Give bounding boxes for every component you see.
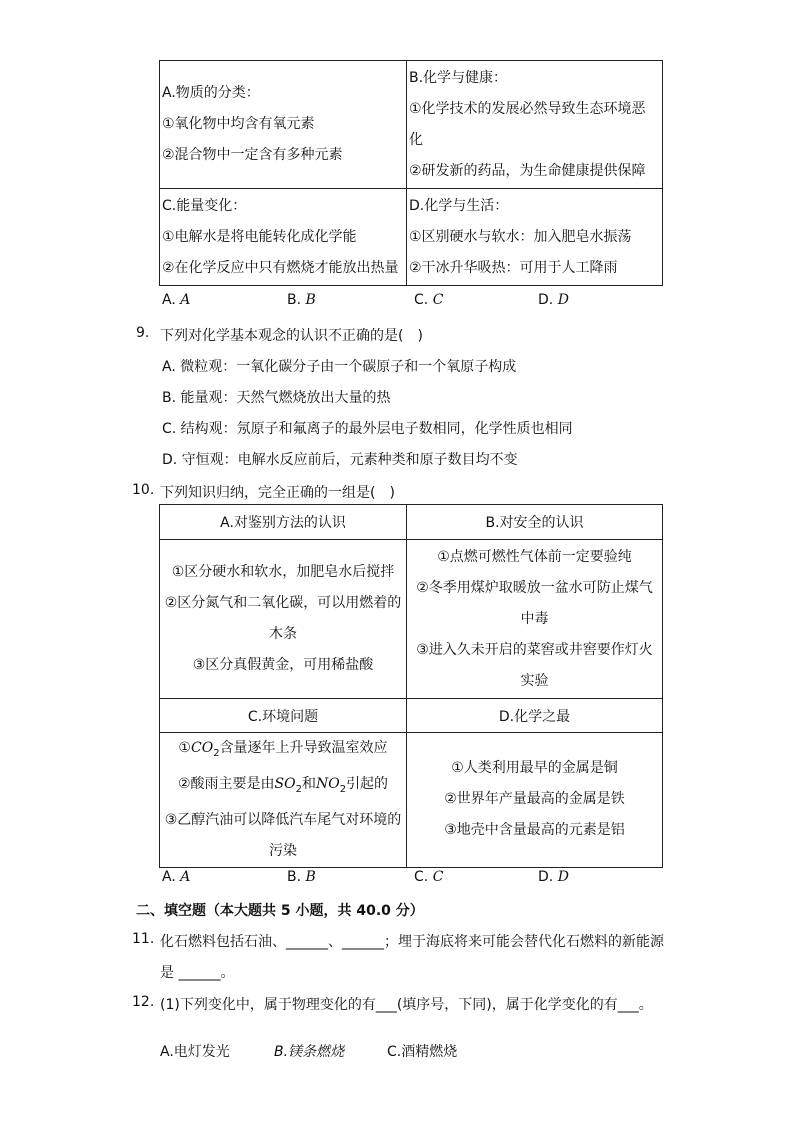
q8-c-title: C.能量变化： bbox=[162, 197, 247, 214]
q10-stem: 下列知识归纳，完全正确的一组是( ) bbox=[160, 485, 395, 501]
q8-option-b[interactable]: B. B bbox=[287, 292, 316, 308]
q10-cell-c bbox=[160, 733, 407, 868]
q9-number: 9. bbox=[136, 325, 150, 341]
q8-a-title: A.物质的分类： bbox=[162, 85, 260, 101]
q10-a-item-3: ③区分真假黄金，可用稀盐酸 bbox=[192, 657, 374, 673]
q12-option-a: A.电灯发光 bbox=[160, 1044, 230, 1060]
q9-stem: 下列对化学基本观念的认识不正确的是( ) bbox=[160, 328, 423, 344]
q10-head-b: B.对安全的认识 bbox=[407, 505, 663, 540]
q8-b-title: B.化学与健康： bbox=[409, 69, 508, 86]
q10-head-a: A.对鉴别方法的认识 bbox=[160, 505, 407, 540]
q8-c-item-2: ②在化学反应中只有燃烧才能放出热量 bbox=[162, 259, 399, 276]
q11-number: 11. bbox=[132, 931, 155, 947]
q10-d-item-3: ③地壳中含量最高的元素是铝 bbox=[444, 822, 625, 839]
q10-a-item-2a: ②区分氮气和二氧化碳，可以用燃着的 bbox=[164, 595, 402, 611]
q9-option-a[interactable]: A. 微粒观：一氧化碳分子由一个碳原子和一个氧原子构成 bbox=[162, 359, 517, 375]
q10-a-item-1: ①区分硬水和软水，加肥皂水后搅拌 bbox=[171, 564, 395, 580]
q10-b-item-2b: 中毒 bbox=[520, 610, 549, 627]
q10-b-item-3b: 实验 bbox=[520, 672, 549, 689]
q10-c-item-1: $①CO_2$含量逐年上升导致温室效应 bbox=[178, 740, 388, 759]
q10-b-item-2a: ②冬季用煤炉取暖放一盆水可防止煤气 bbox=[416, 579, 653, 596]
q10-c-item-3b: 污染 bbox=[269, 842, 297, 859]
q10-head-d: D.化学之最 bbox=[407, 699, 663, 733]
q8-b-item-2: ②研发新的药品，为生命健康提供保障 bbox=[409, 162, 646, 179]
q8-b-item-1a: ①化学技术的发展必然导致生态环境恶 bbox=[409, 100, 646, 117]
q12-number: 12. bbox=[132, 994, 155, 1010]
q8-b-item-1b: 化 bbox=[409, 131, 423, 148]
q8-option-d[interactable]: D. D bbox=[538, 292, 569, 308]
q10-d-item-2: ②世界年产量最高的金属是铁 bbox=[444, 791, 625, 808]
q10-d-item-1: ①人类利用最早的金属是铜 bbox=[451, 760, 618, 777]
q8-a-item-1: ①氧化物中均含有氧元素 bbox=[162, 116, 315, 132]
q10-options-table bbox=[159, 504, 663, 868]
q8-c-item-1: ①电解水是将电能转化成化学能 bbox=[162, 228, 357, 245]
q10-cell-d bbox=[407, 733, 663, 868]
q9-option-c[interactable]: C. 结构观：氖原子和氟离子的最外层电子数相同，化学性质也相同 bbox=[162, 421, 573, 437]
q10-b-item-1: ①点燃可燃性气体前一定要验纯 bbox=[437, 548, 632, 565]
section-heading-fill-in: 二、填空题（本大题共 5 小题，共 40.0 分） bbox=[136, 903, 424, 919]
q8-d-item-1: ①区别硬水与软水：加入肥皂水振荡 bbox=[409, 228, 632, 245]
q8-options-table bbox=[159, 60, 663, 286]
q9-option-b[interactable]: B. 能量观：天然气燃烧放出大量的热 bbox=[162, 390, 391, 406]
q10-option-a[interactable]: A. A bbox=[162, 869, 191, 885]
q10-a-item-2b: 木条 bbox=[269, 626, 297, 642]
q8-d-item-2: ②干冰升华吸热：可用于人工降雨 bbox=[409, 259, 618, 276]
q10-c-item-2: ②酸雨主要是由$SO_2$和$NO_2$引起的 bbox=[177, 775, 389, 795]
q12-text-line1: (1)下列变化中，属于物理变化的有___(填序号，下同)，属于化学变化的有___。 bbox=[160, 997, 653, 1013]
q8-option-a[interactable]: A. A bbox=[162, 292, 191, 308]
q10-option-b[interactable]: B. B bbox=[287, 869, 316, 885]
q10-cell-b bbox=[407, 540, 663, 699]
q8-cell-b bbox=[407, 61, 663, 189]
q10-c-item-3a: ③乙醇汽油可以降低汽车尾气对环境的 bbox=[164, 811, 402, 828]
q10-number: 10. bbox=[132, 482, 155, 498]
q11-text-line1: 化石燃料包括石油、______、______；埋于海底将来可能会替代化石燃料的新能源 bbox=[160, 934, 664, 950]
q10-cell-a bbox=[160, 540, 407, 699]
q12-option-c: C.酒精燃烧 bbox=[387, 1044, 458, 1060]
q8-cell-a bbox=[160, 61, 407, 189]
q8-cell-d bbox=[407, 189, 663, 286]
q12-option-b: B.镁条燃烧 bbox=[274, 1044, 345, 1060]
q8-a-item-2: ②混合物中一定含有多种元素 bbox=[162, 147, 343, 163]
q10-b-item-3a: ③进入久未开启的菜窖或井窖要作灯火 bbox=[416, 641, 653, 658]
q10-option-c[interactable]: C. C bbox=[414, 869, 444, 885]
q8-cell-c bbox=[160, 189, 407, 286]
q9-option-d[interactable]: D. 守恒观：电解水反应前后，元素种类和原子数目均不变 bbox=[162, 452, 518, 468]
q10-option-d[interactable]: D. D bbox=[538, 869, 569, 885]
q10-head-c: C.环境问题 bbox=[160, 699, 407, 733]
q11-text-line2: 是 ______。 bbox=[160, 965, 235, 981]
q8-d-title: D.化学与生活： bbox=[409, 197, 509, 214]
q8-option-c[interactable]: C. C bbox=[414, 292, 444, 308]
